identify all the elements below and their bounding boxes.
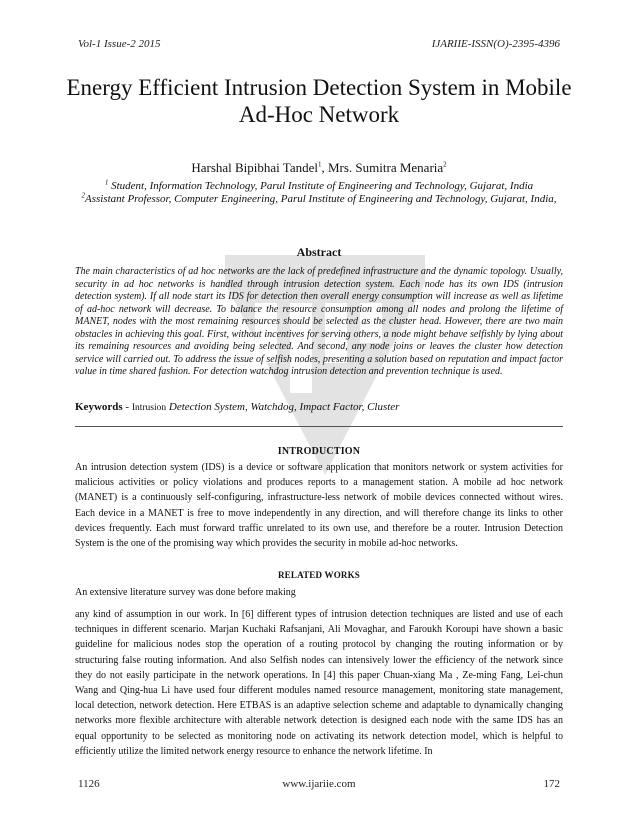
header-volume: Vol-1 Issue-2 2015 [78, 38, 161, 50]
paper-title: Energy Efficient Intrusion Detection System in Mobile Ad-Hoc Network [66, 75, 572, 127]
affiliation-1 [70, 180, 568, 193]
affiliations [70, 180, 568, 206]
introduction-heading: INTRODUCTION [277, 446, 361, 457]
affiliation-1-text: Student, Information Technology, Parul Institute of Engineering and Technology, Gujarat, India [108, 180, 534, 192]
author-1-name: Harshal Bipibhai Tandel [191, 160, 318, 175]
affiliation-2-text: Assistant Professor, Computer Engineering, Parul Institute of Engineering and Technology, Gujarat, India, [84, 193, 557, 205]
affiliation-1-sup: 1 [104, 178, 109, 187]
keywords-rest: Detection System, Watchdog, Impact Factor, Cluster [166, 401, 400, 413]
keywords-line [75, 401, 563, 413]
keywords-label: Keywords [75, 401, 123, 413]
related-works-heading: RELATED WORKS [277, 570, 361, 580]
keyword-first: Intrusion [131, 403, 167, 413]
section-divider [75, 426, 563, 427]
author-2-name: Mrs. Sumitra Menaria [327, 160, 444, 175]
authors-line [60, 160, 578, 176]
author-2-sup: 2 [443, 160, 447, 169]
footer-website: www.ijariie.com [282, 778, 356, 790]
abstract-heading: Abstract [296, 245, 342, 259]
abstract-body: The main characteristics of ad hoc networks are the lack of predefined infrastructure and the dynamic topology. Usually, security in ad hoc networks is handled through intrusion detection system. Each node has its own IDS (intrusion detection system). If all node start its IDS for detection then overall energy consumption will increase as well as lifetime of ad-hoc network will decrease. To balance the resource consumption among all nodes and prolong the lifetime of MANET, nodes with the most remaining resources should be selected as the cluster head. However, there are two main obstacles in achieving this goal. First, without incentives for serving others, a node might behave selfishly by lying about its remaining resources and avoiding being selected. And second, any node joins or leaves the cluster how detection service will carried out. To address the issue of selfish nodes, presenting a solution based on reputation and impact factor value in time shared fashion. For detection watchdog intrusion detection and prevention technique is used. [75, 266, 563, 377]
keywords-dash: - [122, 401, 132, 413]
related-works-body: any kind of assumption in our work. In [6] different types of intrusion detection techniques are listed and use of each techniques in different scenario. Marjan Kuchaki Rafsanjani, Ali Movaghar, and Faroukh Koroupi have shown a basic guideline for malicious nodes stop the operation of a routing protocol by changing the routing information or by structuring false routing information. And also Selfish nodes can intensively lower the efficiency of the network since they do not easily participate in the network operations. In [4] this paper Chuan-xiang Ma , Ze-ming Fang, Lei-chun Wang and Qing-hua Li have used four different modules named resource management, monitoring state management, local detection, network detection. Here ETBAS is an adaptive selection scheme and adaptable to dynamically changing networks more flexible architecture with alterable network detection is designed each node with the same IDS has an equal opportunity to be selected as monitoring node on activating its network detection model, which is helpful to efficiently utilize the limited network energy resource to enhance the network lifetime. In [75, 609, 563, 757]
footer-page-number: 172 [543, 778, 560, 790]
author-1-sup: 1 [317, 160, 322, 169]
related-works-survey-line: An extensive literature survey was done before making [75, 587, 296, 598]
introduction-body: An intrusion detection system (IDS) is a device or software application that monitors network or system activities for malicious activities or policy violations and produces reports to a management station. A mobile ad hoc network (MANET) is a continuously self-configuring, infrastructure-less network of mobile devices connected without wires. Each device in a MANET is free to move independently in any direction, and will therefore change its links to other devices frequently. Each must forward traffic unrelated to its own use, and therefore be a router. Intrusion Detection System is the one of the promising way which provides the security in mobile ad-hoc networks. [75, 462, 563, 550]
footer-number-left: 1126 [78, 778, 100, 790]
header-issn: IJARIIE-ISSN(O)-2395-4396 [431, 38, 560, 50]
author-separator: , [321, 160, 328, 175]
affiliation-2 [70, 193, 568, 206]
affiliation-2-sup: 2 [81, 191, 85, 200]
